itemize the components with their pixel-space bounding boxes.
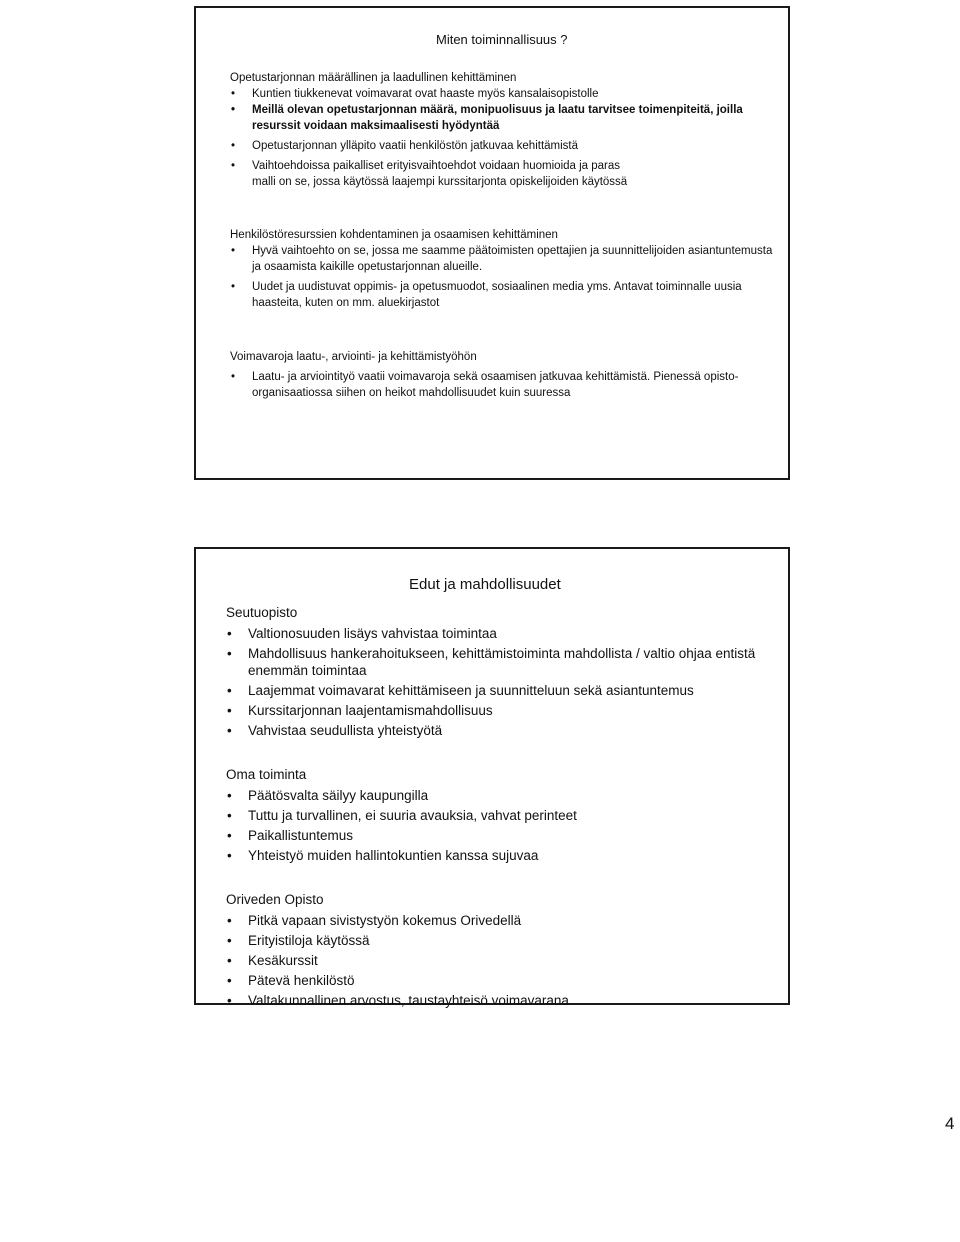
slide-2 (194, 547, 790, 1008)
list-item: • Pätevä henkilöstö (226, 972, 781, 989)
list-item: • Kuntien tiukkenevat voimavarat ovat haaste myös kansalaisopistolle (230, 86, 782, 102)
section-heading: Voimavaroja laatu-, arviointi- ja kehittämistyöhön (230, 351, 477, 363)
spacer (230, 190, 782, 227)
list-item: • Tuttu ja turvallinen, ei suuria avauksia, vahvat perinteet (226, 807, 781, 824)
list-item: • Valtakunnallinen arvostus, taustayhteisö voimavarana (226, 992, 781, 1009)
section-heading: Oriveden Opisto (226, 892, 324, 907)
list-item: • Kurssitarjonnan laajentamismahdollisuus (226, 702, 781, 719)
list-item: • Yhteistyö muiden hallintokuntien kanssa sujuvaa (226, 847, 781, 864)
list-item: • Päätösvalta säilyy kaupungilla (226, 787, 781, 804)
spacer (226, 864, 781, 891)
list-item: • Valtionosuuden lisäys vahvistaa toimintaa (226, 625, 781, 642)
page-number: 4 (945, 1114, 955, 1133)
list-item: • Hyvä vaihtoehto on se, jossa me saamme päätoimisten opettajien ja suunnittelijoiden asiantuntemusta ja osaamista kaikille opetustarjonnan alueille. (230, 243, 782, 275)
bullet-list (226, 912, 781, 1009)
section-heading: Oma toiminta (226, 767, 307, 782)
bullet-list (226, 787, 781, 864)
bullet-list (230, 243, 782, 311)
section-heading: Seutuopisto (226, 605, 298, 620)
slide-2-content (226, 604, 781, 1009)
bullet-list (230, 86, 782, 190)
spacer (226, 739, 781, 766)
slide-2-title: Edut ja mahdollisuudet (409, 576, 561, 593)
list-item: • Meillä olevan opetustarjonnan määrä, monipuolisuus ja laatu tarvitsee toimenpiteitä, joilla resurssit voidaan maksimaalisesti hyödyntää (230, 102, 782, 134)
list-item: • Laajemmat voimavarat kehittämiseen ja suunnitteluun sekä asiantuntemus (226, 682, 781, 699)
slide-1-content (230, 70, 782, 401)
slide-1 (194, 6, 790, 480)
list-item: • Pitkä vapaan sivistystyön kokemus Orivedellä (226, 912, 781, 929)
bullet-list (230, 369, 782, 401)
list-item: • Opetustarjonnan ylläpito vaatii henkilöstön jatkuvaa kehittämistä (230, 138, 782, 154)
list-item: • Kesäkurssit (226, 952, 781, 969)
list-item: • Paikallistuntemus (226, 827, 781, 844)
bullet-list (226, 625, 781, 739)
list-item: • Mahdollisuus hankerahoitukseen, kehittämistoiminta mahdollista / valtio ohjaa entistä enemmän toimintaa (226, 645, 781, 679)
list-item: • Uudet ja uudistuvat oppimis- ja opetusmuodot, sosiaalinen media yms. Antavat toiminnalle uusia haasteita, kuten on mm. aluekirjastot (230, 279, 782, 311)
list-item: • Vaihtoehdoissa paikalliset erityisvaihtoehdot voidaan huomioida ja paras (230, 158, 782, 174)
list-item: • Laatu- ja arviointityö vaatii voimavaroja sekä osaamisen jatkuvaa kehittämistä. Pienessä opisto-organisaatiossa siihen on heikot mahdollisuudet kuin suuressa (230, 369, 782, 401)
list-item: • Erityistiloja käytössä (226, 932, 781, 949)
list-item: malli on se, jossa käytössä laajempi kurssitarjonta opiskelijoiden käytössä (252, 176, 628, 188)
spacer (230, 311, 782, 349)
list-item: • Vahvistaa seudullista yhteistyötä (226, 722, 781, 739)
section-heading: Henkilöstöresurssien kohdentaminen ja osaamisen kehittäminen (230, 229, 558, 241)
section-heading: Opetustarjonnan määrällinen ja laadullinen kehittäminen (230, 72, 517, 84)
slide-1-title: Miten toiminnallisuus ? (436, 32, 568, 47)
